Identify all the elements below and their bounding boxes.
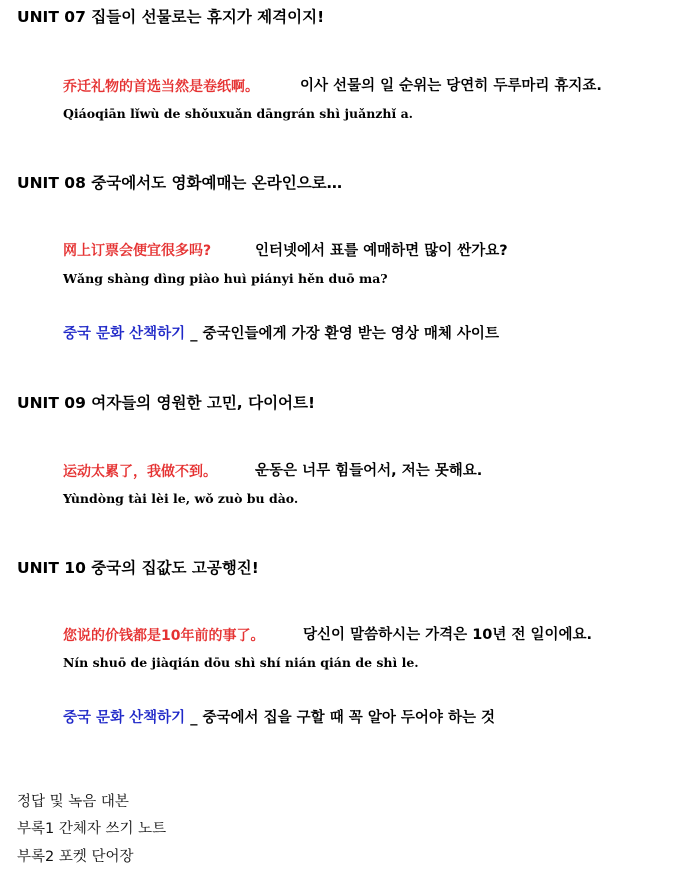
unit-07-title: UNIT 07 집들이 선물로는 휴지가 제격이지!: [17, 8, 325, 26]
unit-08-pinyin: Wǎng shàng dìng piào huì piányi hěn duō ma?: [63, 271, 388, 286]
unit-07-pinyin: Qiáoqiān lǐwù de shǒuxuǎn dāngrán shì juǎnzhǐ a.: [63, 106, 414, 121]
appendix-item-answers: 정답 및 녹음 대본: [17, 794, 129, 810]
culture-topic: 중국에서 집을 구할 때 꼭 알아 두어야 하는 것: [202, 710, 496, 726]
unit-07-korean-translation: 이사 선물의 일 순위는 당연히 두루마리 휴지죠.: [300, 78, 602, 94]
unit-10-pinyin: Nín shuō de jiàqián dōu shì shí nián qián de shì le.: [63, 655, 419, 670]
unit-08-korean-translation: 인터넷에서 표를 예매하면 많이 싼가요?: [255, 243, 508, 259]
unit-08-title: UNIT 08 중국에서도 영화예매는 온라인으로…: [17, 174, 343, 192]
unit-09-title: UNIT 09 여자들의 영원한 고민, 다이어트!: [17, 394, 316, 412]
unit-10-korean-translation: 당신이 말씀하시는 가격은 10년 전 일이에요.: [303, 627, 593, 643]
culture-separator: _: [190, 710, 198, 726]
unit-07-chinese-sentence: 乔迁礼物的首选当然是卷纸啊。: [63, 79, 259, 95]
unit-09-chinese-sentence: 运动太累了，我做不到。: [63, 464, 217, 480]
culture-label: 중국 문화 산책하기: [63, 710, 186, 726]
culture-topic: 중국인들에게 가장 환영 받는 영상 매체 사이트: [202, 326, 499, 342]
unit-09-korean-translation: 운동은 너무 힘들어서, 저는 못해요.: [255, 463, 483, 479]
culture-label: 중국 문화 산책하기: [63, 326, 186, 342]
unit-08-culture-line: [63, 327, 499, 342]
culture-separator: _: [190, 326, 198, 342]
unit-09-pinyin: Yùndòng tài lèi le, wǒ zuò bu dào.: [63, 491, 299, 506]
unit-10-title: UNIT 10 중국의 집값도 고공행진!: [17, 559, 259, 577]
unit-08-chinese-sentence: 网上订票会便宜很多吗?: [63, 243, 212, 259]
unit-10-culture-line: [63, 711, 495, 726]
appendix-item-pocket-vocab: 부록2 포켓 단어장: [17, 849, 134, 865]
appendix-item-simplified-notes: 부록1 간체자 쓰기 노트: [17, 821, 167, 837]
unit-10-chinese-sentence: 您说的价钱都是10年前的事了。: [63, 628, 265, 644]
